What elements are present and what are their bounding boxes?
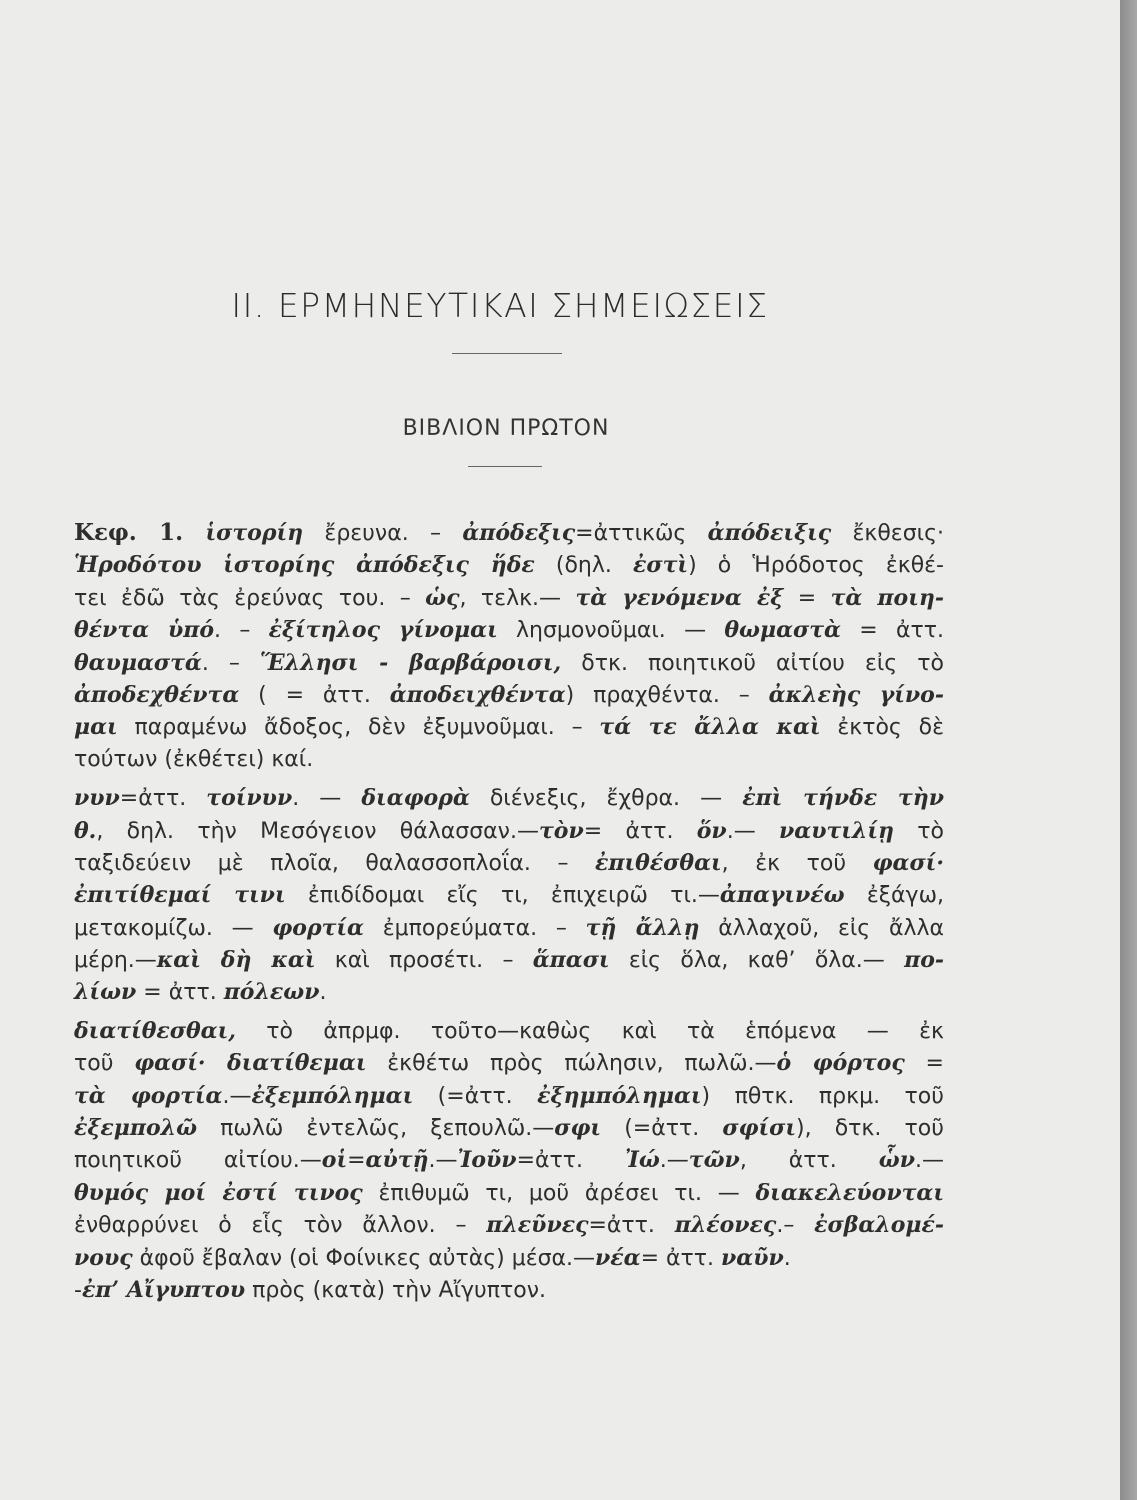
lemma-term: φορτία bbox=[272, 914, 364, 941]
gloss-text: . – bbox=[214, 618, 269, 644]
lemma-term: σφίσι bbox=[722, 1115, 796, 1142]
lemma-term: Ἡροδότου ἱστορίης ἀπόδεξις ἥδε bbox=[74, 552, 535, 579]
text-line bbox=[74, 1209, 944, 1241]
lemma-term: λίων bbox=[74, 979, 137, 1006]
gloss-text: ( = ἀττ. bbox=[239, 682, 390, 708]
section-title: II. ΕΡΜΗΝΕΥΤΙΚΑΙ ΣΗΜΕΙΩΣΕΙΣ bbox=[231, 286, 769, 325]
gloss-text: .— bbox=[428, 1148, 458, 1174]
lemma-term: οἱ bbox=[321, 1147, 348, 1174]
text-line bbox=[74, 517, 944, 549]
gloss-text: .— bbox=[915, 1148, 945, 1174]
page-edge bbox=[1120, 0, 1137, 1500]
gloss-text: ποιητικοῦ αἰτίου.— bbox=[74, 1148, 322, 1174]
gloss-text: , ἀττ. bbox=[739, 1148, 879, 1174]
lemma-term: διαφορὰ bbox=[361, 785, 470, 812]
lemma-term: ἐξίτηλος γίνομαι bbox=[268, 617, 498, 644]
lemma-term: ἐξεμπόλημαι bbox=[251, 1082, 414, 1109]
lemma-term: ἀποδεχθέντα bbox=[74, 681, 240, 708]
text-line bbox=[74, 815, 944, 847]
lemma-term: τὰ φορτία bbox=[74, 1082, 223, 1109]
gloss-text: ταξιδεύειν μὲ πλοῖα, θαλασσοπλοΐα. – bbox=[74, 850, 596, 876]
gloss-text: . — bbox=[292, 786, 362, 812]
lemma-term: πλέονες bbox=[674, 1212, 777, 1239]
gloss-text: =ἀττ. bbox=[119, 786, 207, 812]
gloss-text: ἔρευνα. – bbox=[303, 521, 463, 546]
gloss-text: .– bbox=[776, 1213, 815, 1239]
gloss-text: ) πθτκ. πρκμ. τοῦ bbox=[701, 1083, 944, 1109]
gloss-text: . bbox=[319, 980, 327, 1006]
gloss-text: = bbox=[783, 585, 831, 611]
text-line bbox=[74, 912, 944, 944]
lemma-term: ἐπ’ Αἴγυπτου bbox=[81, 1276, 246, 1303]
text-line bbox=[74, 647, 944, 679]
gloss-text: = bbox=[904, 1051, 944, 1077]
lemma-term: Κεφ. 1. bbox=[74, 519, 206, 546]
gloss-text: ἀφοῦ ἔβαλαν (οἱ Φοίνικες αὐτὰς) μέσα.— bbox=[132, 1245, 596, 1271]
lemma-term: ἀπαγινέω bbox=[719, 882, 845, 909]
gloss-text: διένεξις, ἔχθρα. — bbox=[469, 786, 743, 812]
gloss-text: παραμένω ἄδοξος, δὲν ἐξυμνοῦμαι. – bbox=[117, 715, 600, 741]
lemma-term: νους bbox=[74, 1244, 133, 1271]
gloss-text: τὸ ἀπρμφ. τοῦτο—καθὼς καὶ τὰ ἑπόμενα — ἐκ bbox=[235, 1018, 944, 1044]
lemma-term: ὁ φόρτος bbox=[776, 1050, 905, 1077]
lemma-term: ἀπόδεξις bbox=[462, 520, 576, 546]
lemma-term: ἐξημπόλημαι bbox=[537, 1082, 702, 1109]
lemma-term: τοίνυν bbox=[206, 785, 293, 812]
gloss-text: .— bbox=[726, 818, 779, 844]
gloss-text: = bbox=[347, 1148, 366, 1174]
gloss-text: ) πραχθέντα. – bbox=[565, 682, 769, 708]
lemma-term: ἅπασι bbox=[532, 947, 610, 974]
lemma-term: ἐξεμπολῶ bbox=[74, 1115, 198, 1142]
gloss-text: μετακομίζω. — bbox=[74, 915, 273, 941]
gloss-text: = ἀττ. bbox=[136, 980, 224, 1006]
lemma-term: ἀκλεὴς γίνο- bbox=[768, 681, 944, 708]
gloss-text: =ἀττ. bbox=[516, 1148, 625, 1174]
gloss-text: λησμονοῦμαι. — bbox=[497, 618, 725, 644]
lemma-term: θυμός μοί ἐστί τινος bbox=[74, 1179, 363, 1206]
gloss-text: πρὸς (κατὰ) τὴν Αἴγυπτον. bbox=[245, 1277, 546, 1303]
book-title-divider bbox=[468, 466, 542, 467]
gloss-text: ), δτκ. τοῦ bbox=[796, 1116, 944, 1142]
text-line bbox=[74, 582, 944, 614]
text-line bbox=[74, 1080, 944, 1112]
lemma-term: θωμαστὰ bbox=[724, 617, 841, 644]
gloss-text: τὸ bbox=[893, 818, 944, 844]
lemma-term: ἐστὶ bbox=[633, 552, 689, 579]
lemma-term: φασί· διατίθεμαι bbox=[134, 1050, 367, 1077]
gloss-text: = ἀττ. bbox=[640, 1245, 722, 1271]
gloss-text: ἐκθέτω πρὸς πώλησιν, πωλῶ.— bbox=[366, 1051, 777, 1077]
commentary-text bbox=[74, 517, 944, 1306]
lemma-term: ὧν bbox=[878, 1147, 916, 1174]
lemma-term: πο- bbox=[904, 947, 945, 974]
text-line bbox=[74, 711, 944, 743]
lemma-term: καὶ δὴ καὶ bbox=[156, 947, 316, 974]
gloss-text: . bbox=[783, 1245, 791, 1271]
gloss-text: , τελκ.— bbox=[459, 585, 576, 611]
gloss-text: ἐμπορεύματα. – bbox=[363, 915, 586, 941]
lemma-term: τῶν bbox=[688, 1147, 740, 1174]
lemma-term: διακελεύονται bbox=[755, 1179, 944, 1206]
text-line bbox=[74, 744, 944, 776]
gloss-text: ἐνθαρρύνει ὁ εἷς τὸν ἄλλον. – bbox=[74, 1213, 487, 1239]
gloss-text: ἐξάγω, bbox=[844, 883, 944, 909]
text-line bbox=[74, 1144, 944, 1176]
gloss-text: τοῦ bbox=[74, 1051, 135, 1077]
gloss-text: καὶ προσέτι. – bbox=[315, 948, 533, 974]
lemma-term: τὸν bbox=[538, 817, 584, 844]
gloss-text: πωλῶ ἐντελῶς, ξεπουλῶ.— bbox=[197, 1116, 555, 1142]
text-line bbox=[74, 614, 944, 646]
lemma-term: ναυτιλίῃ bbox=[779, 817, 894, 844]
gloss-text: (=ἀττ. bbox=[601, 1116, 723, 1142]
text-line bbox=[74, 679, 944, 711]
gloss-text: ἐκτὸς δὲ bbox=[820, 715, 945, 741]
gloss-text: ἀλλαχοῦ, εἰς ἄλλα bbox=[699, 915, 944, 941]
gloss-text: . – bbox=[201, 650, 261, 676]
text-line bbox=[74, 1242, 944, 1274]
title-divider bbox=[452, 353, 562, 354]
lemma-term: ἐπιτίθεμαί τινι bbox=[74, 882, 286, 909]
gloss-text: (=ἀττ. bbox=[413, 1083, 538, 1109]
lemma-term: ἀπόδειξις bbox=[707, 520, 832, 546]
gloss-text: - bbox=[74, 1277, 82, 1303]
lemma-term: νέα bbox=[595, 1244, 641, 1271]
lemma-term: θαυμαστά bbox=[74, 649, 202, 676]
lemma-term: ἀποδειχθέντα bbox=[389, 681, 566, 708]
text-line bbox=[74, 976, 944, 1008]
text-line bbox=[74, 1015, 944, 1047]
lemma-term: θέντα ὑπό bbox=[74, 617, 215, 644]
text-line bbox=[74, 1177, 944, 1209]
gloss-text: μέρη.— bbox=[74, 948, 157, 974]
text-line bbox=[74, 944, 944, 976]
lemma-term: ὡς bbox=[425, 584, 460, 611]
lemma-term: νυν bbox=[74, 785, 120, 812]
gloss-text: δτκ. ποιητικοῦ αἰτίου εἰς τὸ bbox=[561, 650, 945, 676]
text-line bbox=[74, 1112, 944, 1144]
lemma-term: τὰ γενόμενα ἐξ bbox=[575, 584, 784, 611]
lemma-term: τῇ ἄλλῃ bbox=[585, 914, 700, 941]
lemma-term: ἱστορίη bbox=[205, 520, 304, 546]
lemma-term: ἐσβαλομέ- bbox=[814, 1212, 944, 1239]
lemma-term: Ἰοῦν bbox=[457, 1147, 517, 1174]
lemma-term: πλεῦνες bbox=[486, 1212, 589, 1239]
gloss-text: , δηλ. τὴν Μεσόγειον θάλασσαν.— bbox=[96, 818, 539, 844]
lemma-term: σφι bbox=[554, 1115, 602, 1142]
gloss-text: .— bbox=[659, 1148, 689, 1174]
gloss-text: ἔκθεσις· bbox=[831, 521, 944, 546]
text-line bbox=[74, 1047, 944, 1079]
text-line bbox=[74, 847, 944, 879]
gloss-text: τούτων (ἐκθέτει) καί. bbox=[74, 746, 314, 772]
lemma-term: ὅν bbox=[696, 817, 727, 844]
lemma-term: ἐπιθέσθαι bbox=[595, 849, 722, 876]
lemma-term: μαι bbox=[74, 714, 118, 741]
text-line bbox=[74, 1274, 944, 1306]
gloss-text: ἐπιθυμῶ τι, μοῦ ἀρέσει τι. — bbox=[362, 1180, 756, 1206]
gloss-text: ἐπιδίδομαι εἴς τι, ἐπιχειρῶ τι.— bbox=[285, 883, 720, 909]
gloss-text: =ἀττικῶς bbox=[575, 521, 708, 546]
lemma-term: τὰ ποιη- bbox=[830, 584, 944, 611]
gloss-text: = ἀττ. bbox=[840, 618, 944, 644]
lemma-term: πόλεων bbox=[223, 979, 320, 1006]
gloss-text: τει ἐδῶ τὰς ἐρεύνας του. – bbox=[74, 585, 426, 611]
gloss-text: ) ὁ Ἡρόδοτος ἐκθέ- bbox=[688, 553, 944, 579]
gloss-text: εἰς ὅλα, καθ’ ὅλα.— bbox=[609, 948, 905, 974]
lemma-term: διατίθεσθαι, bbox=[74, 1017, 236, 1044]
gloss-text: (δηλ. bbox=[534, 553, 634, 579]
gloss-text: =ἀττ. bbox=[588, 1213, 675, 1239]
lemma-term: τά τε ἄλλα καὶ bbox=[599, 714, 821, 741]
text-line bbox=[74, 879, 944, 911]
book-title: ΒΙΒΛΙΟΝ ΠΡΩΤΟΝ bbox=[402, 416, 610, 441]
lemma-term: φασί· bbox=[872, 849, 944, 876]
lemma-term: ἐπὶ τήνδε τὴν bbox=[742, 785, 944, 812]
lemma-term: θ. bbox=[74, 817, 97, 844]
lemma-term: ναῦν bbox=[721, 1244, 784, 1271]
text-line bbox=[74, 549, 944, 581]
text-line bbox=[74, 782, 944, 814]
gloss-text: , ἐκ τοῦ bbox=[721, 850, 873, 876]
lemma-term: Ἕλλησι - βαρβάροισι, bbox=[260, 649, 562, 676]
lemma-term: Ἰώ bbox=[625, 1147, 660, 1174]
gloss-text: .— bbox=[222, 1083, 252, 1109]
lemma-term: αὐτῇ bbox=[365, 1147, 429, 1174]
gloss-text: = ἀττ. bbox=[583, 818, 697, 844]
